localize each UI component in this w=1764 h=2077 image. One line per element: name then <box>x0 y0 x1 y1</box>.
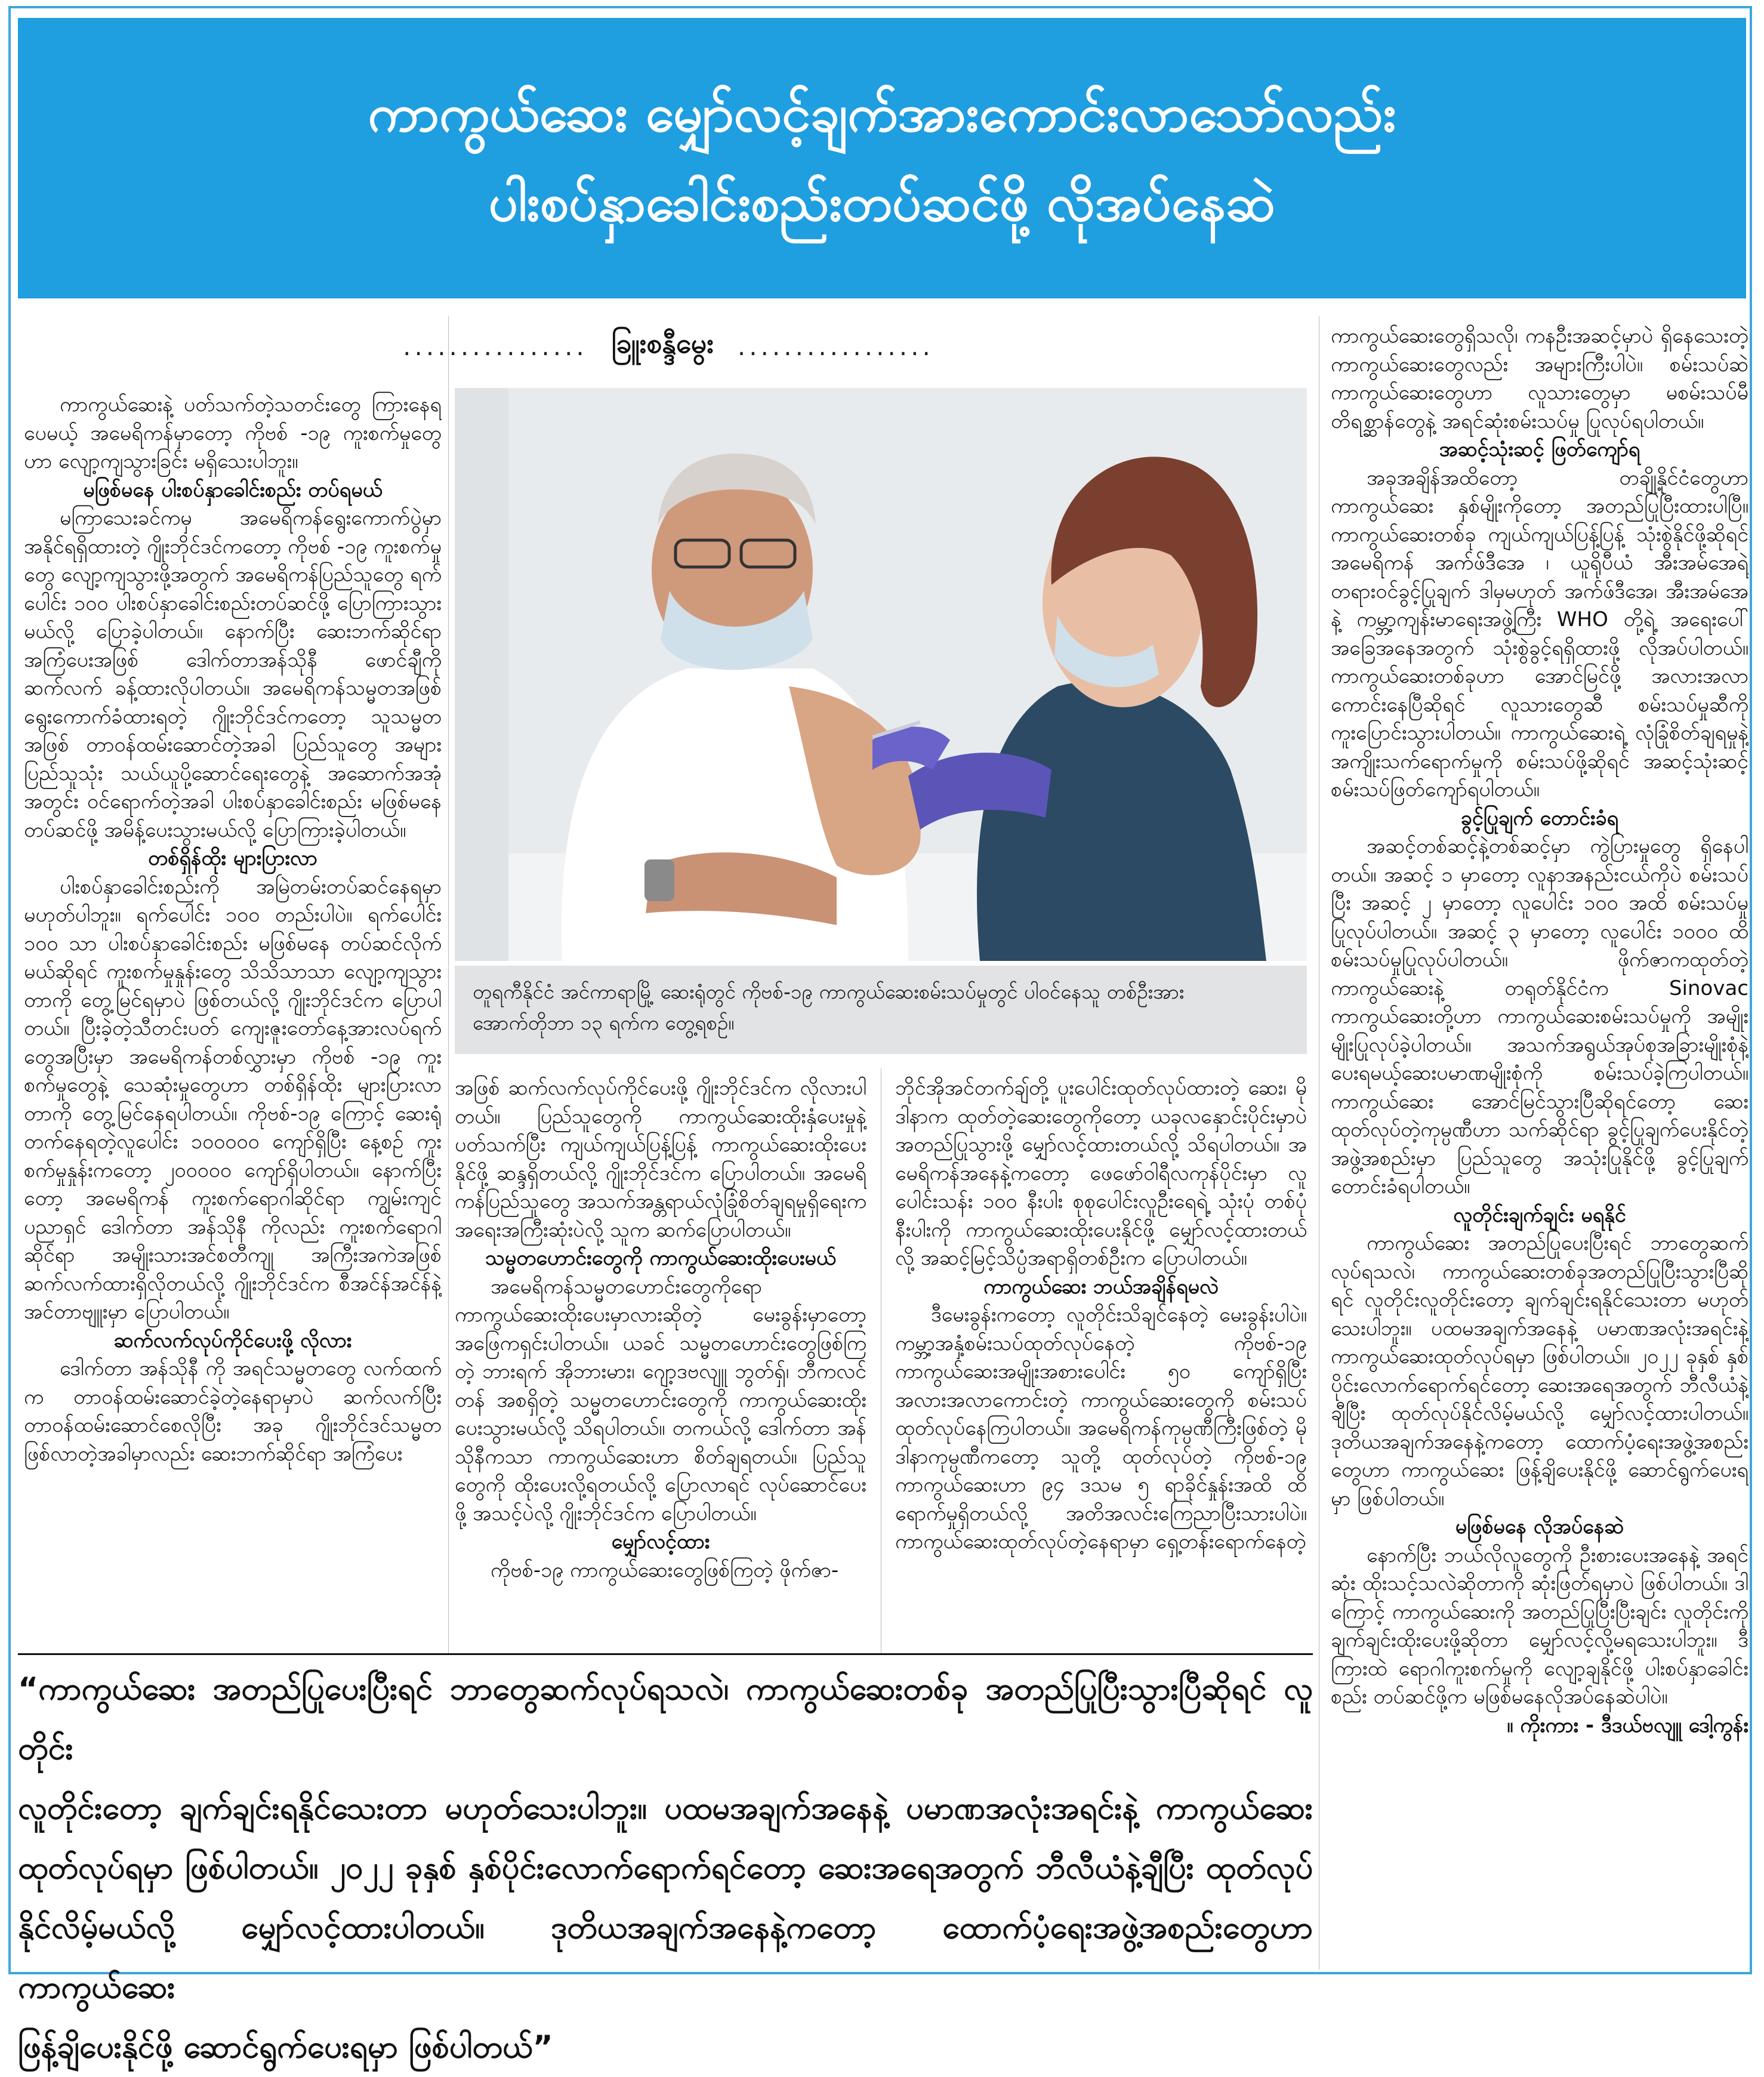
paragraph: ကာကွယ်ဆေးတွေရှိသလို၊ ကနဦးအဆင့်မှာပဲ ရှိနေသေးတဲ့ ကာကွယ်ဆေးတွေလည်း အများကြီးပါပဲ။ စမ်းသပ်ဆဲ ကာကွယ်ဆေးတွေဟာ လူသားတွေမှာ မစမ်းသပ်မီ တိရစ္ဆာန်တွေနဲ့ အရင်ဆုံးစမ်းသပ်မှု ပြုလုပ်ရပါတယ်။ <box>1331 324 1748 433</box>
paragraph: ကာကွယ်ဆေး အတည်ပြုပေးပြီးရင် ဘာတွေဆက်လုပ်ရသလဲ၊ ကာကွယ်ဆေးတစ်ခုအတည်ပြုပြီးသွားပြီဆိုရင် လူတိုင်းလူတိုင်းတော့ ချက်ချင်းရနိုင်သေးတာ မဟုတ်သေးပါဘူး။ ပထမအချက်အနေနဲ့ ပမာဏအလုံးအရင်းနဲ့ ကာကွယ်ဆေးထုတ်လုပ်ရမှာ ဖြစ်ပါတယ်။ ၂၀၂၂ ခုနှစ် နှစ်ပိုင်းလောက်ရောက်ရင်တော့ ဆေးအရေအတွက် ဘီလီယံနဲ့ချီပြီး ထုတ်လုပ်နိုင်လိမ့်မယ်လို့ မျှော်လင့်ထားပါတယ်။ ဒုတိယအချက်အနေနဲ့ကတော့ ထောက်ပံ့ရေးအဖွဲ့အစည်းတွေဟာ ကာကွယ်ဆေး ဖြန့်ချိပေးနိုင်ဖို့ ဆောင်ရွက်ပေးရမှာ ဖြစ်ပါတယ်။ <box>1331 1231 1748 1511</box>
subheading: တစ်ရှိန်ထိုး များပြားလာ <box>148 846 317 870</box>
photo-caption <box>455 966 1307 1054</box>
source-credit: ။ ကိုးကား - ဒီဒယ်ဗလျူ ဒေါ့ကွန်း <box>1507 1713 1748 1737</box>
paragraph: ဒီမေးခွန်းကတော့ လူတိုင်းသိချင်နေတဲ့ မေးခွန်းပါပဲ။ ကမ္ဘာ့အနှံ့စမ်းသပ်ထုတ်လုပ်နေတဲ့ ကိုဗစ်-၁၉ ကာကွယ်ဆေးအမျိုးအစားပေါင်း ၅၀ ကျော်ရှိပြီး အလားအလာကောင်းတဲ့ ကာကွယ်ဆေးတွေကို စမ်းသပ်ထုတ်လုပ်နေကြပါတယ်။ အမေရိကန်ကုမ္ပဏီကြီးဖြစ်တဲ့ မိုဒါနာကုမ္ပဏီကတော့ သူတို့ ထုတ်လုပ်တဲ့ ကိုဗစ်-၁၉ ကာကွယ်ဆေးဟာ ၉၄ ဒသမ ၅ ရာခိုင်နှုန်းအထိ ထိရောက်မှုရှိတယ်လို့ အတိအလင်းကြေညာပြီးသားပါပဲ။ ကာကွယ်ဆေးထုတ်လုပ်တဲ့နေရာမှာ ရှေ့တန်းရောက်နေတဲ့ <box>895 1303 1307 1554</box>
column-2 <box>455 1074 866 1647</box>
paragraph: ကိုဗစ်-၁၉ ကာကွယ်ဆေးတွေဖြစ်ကြတဲ့ ဖိုက်ဇာ- <box>491 1558 839 1582</box>
pullquote-line: “ကာကွယ်ဆေး အတည်ပြုပေးပြီးရင် ဘာတွေဆက်လုပ်ရသလဲ၊ ကာကွယ်ဆေးတစ်ခု အတည်ပြုပြီးသွားပြီဆိုရင် လူတိုင်း <box>18 1671 1313 1767</box>
paragraph: အမေရိကန်သမ္မတဟောင်းတွေကိုရော ကာကွယ်ဆေးထိုးပေးမှာလားဆိုတဲ့ မေးခွန်းမှာတော့ အဖြေကရှင်းပါတယ်။ ယခင် သမ္မတဟောင်းတွေဖြစ်ကြတဲ့ ဘားရက် အိုဘားမား၊ ဂျော့ဒဗလျူ ဘွတ်ရှ်၊ ဘီကလင်တန် အစရှိတဲ့ သမ္မတဟောင်းတွေကို ကာကွယ်ဆေးထိုးပေးသွားမယ်လို့ သိရပါတယ်။ တကယ်လို့ ဒေါက်တာ အန်သိုနီကသာ ကာကွယ်ဆေးဟာ စိတ်ချရတယ်။ ပြည်သူတွေကို ထိုးပေးလို့ရတယ်လို့ ပြောလာရင် လုပ်ဆောင်ပေးဖို့ အသင့်ပဲလို့ ဂျိုးဘိုင်ဒင်က ပြောပါတယ်။ <box>455 1274 866 1526</box>
paragraph: ကာကွယ်ဆေးနဲ့ ပတ်သက်တဲ့သတင်းတွေ ကြားနေရပေမယ့် အမေရိကန်မှာတော့ ကိုဗစ် -၁၉ ကူးစက်မှုတွေဟာ လျော့ကျသွားခြင်း မရှိသေးပါဘူး။ <box>24 393 442 473</box>
paragraph: အဆင့်တစ်ဆင့်နဲ့တစ်ဆင့်မှာ ကွဲပြားမှုတွေ ရှိနေပါတယ်။ အဆင့် ၁ မှာတော့ လူနာအနည်းငယ်ကိုပဲ စမ်းသပ်ပြီး အဆင့် ၂ မှာတော့ လူပေါင်း ၁၀၀ အထိ စမ်းသပ်မှုပြုလုပ်ပါတယ်။ အဆင့် ၃ မှာတော့ လူပေါင်း ၁၀၀၀ ထိ စမ်းသပ်မှုပြုလုပ်ပါတယ်။ ဖိုက်ဇာကထုတ်တဲ့ ကာကွယ်ဆေးနဲ့ တရုတ်နိုင်ငံက Sinovac ကာကွယ်ဆေးတို့ဟာ ကာကွယ်ဆေးစမ်းသပ်မှုကို အမျိုးမျိုးပြုလုပ်ခဲ့ပါတယ်။ အသက်အရွယ်အုပ်စုအခြားမျိုးစုံနဲ့ ပေးရမယ့်ဆေးပမာဏမျိုးစုံကို စမ်းသပ်ခဲ့ကြပါတယ်။ ကာကွယ်ဆေး အောင်မြင်သွားပြီဆိုရင်တော့ ဆေးထုတ်လုပ်တဲ့ကုမ္ပဏီဟာ သက်ဆိုင်ရာ ခွင့်ပြုချက်ပေးနိုင်တဲ့ အဖွဲ့အစည်းမှာ ပြည်သူတွေ အသုံးပြုနိုင်ဖို့ ခွင့်ပြုချက်တောင်းခံရပါတယ်။ <box>1331 834 1748 1198</box>
subheading: မဖြစ်မနေ လိုအပ်နေဆဲ <box>1455 1515 1624 1539</box>
column-4 <box>1331 322 1748 1970</box>
subheading: သမ္မတဟောင်းတွေကို ကာကွယ်ဆေးထိုးပေးမယ် <box>485 1246 836 1270</box>
column-divider <box>448 316 449 1653</box>
byline-dots-right: ................. <box>737 331 934 361</box>
paragraph: နောက်ပြီး ဘယ်လိုလူတွေကို ဦးစားပေးအနေနဲ့ အရင်ဆုံး ထိုးသင့်သလဲဆိုတာကို ဆုံးဖြတ်ရမှာပဲ ဖြစ်ပါတယ်။ ဒါကြောင့် ကာကွယ်ဆေးကို အတည်ပြုပြီးပြီးချင်း လူတိုင်းကို ချက်ချင်းထိုးပေးဖို့ဆိုတာ မျှော်လင့်လို့မရသေးပါဘူး။ ဒီကြားထဲ ရောဂါကူးစက်မှုကို လျော့ချနိုင်ဖို့ ပါးစပ်နှာခေါင်းစည်း တပ်ဆင်ဖို့က မဖြစ်မနေလိုအပ်နေဆဲပါပဲ။ <box>1331 1543 1748 1709</box>
headline-banner <box>18 18 1746 298</box>
pullquote-line: နိုင်လိမ့်မယ်လို့ မျှော်လင့်ထားပါတယ်။ ဒုတိယအချက်အနေနဲ့ကတော့ ထောက်ပံ့ရေးအဖွဲ့အစည်းတွေဟာ ကာကွယ်ဆေး <box>18 1910 1313 2005</box>
paragraph: ဒေါက်တာ အန်သိုနီ ကို အရင်သမ္မတတွေ လက်ထက်က တာဝန်ထမ်းဆောင်ခဲ့တဲ့နေရာမှာပဲ ဆက်လက်ပြီး တာဝန်ထမ်းဆောင်စေလိုပြီး အခု ဂျိုးဘိုင်ဒင်သမ္မတဖြစ်လာတဲ့အခါမှာလည်း ဆေးဘက်ဆိုင်ရာ အကြံပေး <box>24 1357 442 1466</box>
paragraph: အခုအချိန်အထိတော့ တချို့နိုင်ငံတွေဟာ ကာကွယ်ဆေး နှစ်မျိုးကိုတော့ အတည်ပြုပြီးထားပါပြီ။ ကာကွယ်ဆေးတစ်ခု ကျယ်ကျယ်ပြန့်ပြန့် သုံးစွဲနိုင်ဖို့ဆိုရင် အမေရိကန် အက်ဖ်ဒီအေ ၊ ယူရိုပီယံ အီးအမ်အေရဲ့တရားဝင်ခွင့်ပြုချက် ဒါမှမဟုတ် အက်ဖ်ဒီအေ၊ အီးအမ်အေနဲ့ ကမ္ဘာ့ကျန်းမာရေးအဖွဲ့ကြီး WHO တို့ရဲ့ အရေးပေါ်အခြေအနေအတွက် သုံးစွဲခွင့်ရရှိထားဖို့ လိုအပ်ပါတယ်။ ကာကွယ်ဆေးတစ်ခုဟာ အောင်မြင်ဖို့ အလားအလာကောင်းနေပြီဆိုရင် လူသားတွေဆီ စမ်းသပ်မှုဆီကို ကူးပြောင်းသွားပါတယ်။ ကာကွယ်ဆေးရဲ့ လုံခြုံစိတ်ချရမှုနဲ့ အကျိုးသက်ရောက်မှုကို စမ်းသပ်ဖို့ဆိုရင် အဆင့်သုံးဆင့် စမ်းသပ်ဖြတ်ကျော်ရပါတယ်။ <box>1331 466 1748 802</box>
subheading: ဆက်လက်လုပ်ကိုင်ပေးဖို့ လိုလား <box>113 1328 352 1352</box>
photo-illustration <box>455 388 1307 961</box>
headline-line-2: ပါးစပ်နှာခေါင်းစည်းတပ်ဆင်ဖို့ လိုအပ်နေဆဲ <box>488 173 1276 233</box>
vaccination-photo <box>455 388 1307 961</box>
byline-dots-left: ................ <box>403 331 588 361</box>
caption-text: တူရကီနိုင်ငံ အင်ကာရာမြို့ ဆေးရုံတွင် ကိုဗစ်-၁၉ ကာကွယ်ဆေးစမ်းသပ်မှုတွင် ပါဝင်နေသူ တစ်ဦးအား အောက်တိုဘာ ၁၃ ရက်က တွေ့ရစဉ်။ <box>473 980 1185 1034</box>
headline-line-1: ကာကွယ်ဆေး မျှော်လင့်ချက်အားကောင်းလာသော်လည်း <box>368 84 1396 143</box>
pullquote <box>18 1659 1313 2065</box>
pullquote-rule <box>18 1653 1313 1655</box>
subheading: အဆင့်သုံးဆင့် ဖြတ်ကျော်ရ <box>1439 437 1640 461</box>
pullquote-line: လူတိုင်းတော့ ချက်ချင်းရနိုင်သေးတာ မဟုတ်သေးပါဘူး။ ပထမအချက်အနေနဲ့ ပမာဏအလုံးအရင်းနဲ့ ကာကွယ်ဆေး <box>18 1791 1313 1826</box>
subheading: ခွင့်ပြုချက် တောင်းခံရ <box>1460 806 1619 830</box>
subheading: မဖြစ်မနေ ပါးစပ်နှာခေါင်းစည်း တပ်ရမယ် <box>83 477 383 502</box>
pullquote-line: ထုတ်လုပ်ရမှာ ဖြစ်ပါတယ်။ ၂၀၂၂ ခုနှစ် နှစ်ပိုင်းလောက်ရောက်ရင်တော့ ဆေးအရေအတွက် ဘီလီယံနဲ့ချီပြီး ထုတ်လုပ် <box>18 1850 1313 1886</box>
subheading: လူတိုင်းချက်ချင်း မရနိုင် <box>1453 1203 1626 1227</box>
paragraph: ဘိုင်အိုအင်တက်ချ်တို့ ပူးပေါင်းထုတ်လုပ်ထားတဲ့ ဆေး၊ မိုဒါနာက ထုတ်တဲ့ဆေးတွေကိုတော့ ယခုလနှောင်းပိုင်းမှာပဲ အတည်ပြုသွားဖို့ မျှော်လင့်ထားတယ်လို့ သိရပါတယ်။ အမေရိကန်အနေနဲ့ကတော့ ဖေဖော်ဝါရီလကုန်ပိုင်းမှာ လူပေါင်းသန်း ၁၀၀ နီးပါး စုစုပေါင်းလူဦးရေရဲ့ သုံးပုံ တစ်ပုံနီးပါးကို ကာကွယ်ဆေးထိုးပေးနိုင်ဖို့ မျှော်လင့်ထားတယ်လို့ အဆင့်မြင့်သိပ္ပံအရာရှိတစ်ဦးက ပြောပါတယ်။ <box>895 1076 1307 1270</box>
column-1 <box>24 391 442 1650</box>
pullquote-line: ဖြန့်ချိပေးနိုင်ဖို့ ဆောင်ရွက်ပေးရမှာ ဖြစ်ပါတယ်” <box>18 2029 553 2065</box>
paragraph: မကြာသေးခင်ကမှ အမေရိကန်ရွေးကောက်ပွဲမှာ အနိုင်ရရှိထားတဲ့ ဂျိုးဘိုင်ဒင်ကတော့ ကိုဗစ် -၁၉ ကူးစက်မှုတွေ လျော့ကျသွားဖို့အတွက် အမေရိကန်ပြည်သူတွေ ရက်ပေါင်း ၁၀၀ ပါးစပ်နှာခေါင်းစည်းတပ်ဆင်ဖို့ ပြောကြားသွားမယ်လို့ ပြောခဲ့ပါတယ်။ နောက်ပြီး ဆေးဘက်ဆိုင်ရာ အကြံပေးအဖြစ် ဒေါက်တာအန်သိုနီ ဖောင်ချီကို ဆက်လက် ခန့်ထားလိုပါတယ်။ အမေရိကန်သမ္မတအဖြစ် ရွေးကောက်ခံထားရတဲ့ ဂျိုးဘိုင်ဒင်ကတော့ သူသမ္မတအဖြစ် တာဝန်ထမ်းဆောင်တဲ့အခါ ပြည်သူတွေ အများပြည်သူသုံး သယ်ယူပို့ဆောင်ရေးတွေနဲ့ အဆောက်အအုံအတွင်း ဝင်ရောက်တဲ့အခါ ပါးစပ်နှာခေါင်းစည်း မဖြစ်မနေတပ်ဆင်ဖို့ အမိန့်ပေးသွားမယ်လို့ ပြောကြားခဲ့ပါတယ်။ <box>24 506 442 842</box>
byline <box>298 322 1038 370</box>
subheading: မျှော်လင့်ထား <box>611 1530 710 1554</box>
paragraph: အဖြစ် ဆက်လက်လုပ်ကိုင်ပေးဖို့ ဂျိုးဘိုင်ဒင်က လိုလားပါတယ်။ ပြည်သူတွေကို ကာကွယ်ဆေးထိုးနှံပေးမှုနဲ့ ပတ်သက်ပြီး ကျယ်ကျယ်ပြန့်ပြန့် ကာကွယ်ဆေးထိုးပေးနိုင်ဖို့ ဆန္ဒရှိတယ်လို့ ဂျိုးဘိုင်ဒင်က ပြောပါတယ်။ အမေရိကန်ပြည်သူတွေ အသက်အန္တရာယ်လုံခြုံစိတ်ချရမှုရှိရေးက အရေးအကြီးဆုံးပဲလို့ သူက ဆက်ပြောပါတယ်။ <box>455 1076 866 1242</box>
paragraph: ပါးစပ်နှာခေါင်းစည်းကို အမြဲတမ်းတပ်ဆင်နေရမှာ မဟုတ်ပါဘူး။ ရက်ပေါင်း ၁၀၀ တည်းပါပဲ။ ရက်ပေါင်း ၁၀၀ သာ ပါးစပ်နှာခေါင်းစည်း မဖြစ်မနေ တပ်ဆင်လိုက်မယ်ဆိုရင် ကူးစက်မှုနှုန်းတွေ သိသိသာသာ လျော့ကျသွားတာကို တွေ့မြင်ရမှာပဲ ဖြစ်တယ်လို့ ဂျိုးဘိုင်ဒင်က ပြောပါတယ်။ ပြီးခဲ့တဲ့သီတင်းပတ် ကျေးဇူးတော်နေ့အားလပ်ရက်တွေအပြီးမှာ အမေရိကန်တစ်လွှားမှာ ကိုဗစ် -၁၉ ကူးစက်မှုတွေနဲ့ သေဆုံးမှုတွေဟာ တစ်ရှိန်ထိုး များပြားလာတာကို တွေ့မြင်နေရပါတယ်။ ကိုဗစ်-၁၉ ကြောင့် ဆေးရုံတက်နေရတဲ့လူပေါင်း ၁၀၀၀၀၀ ကျော်ရှိပြီး နေ့စဉ် ကူးစက်မှုနှုန်းကတော့ ၂၀၀၀၀၀ ကျော်ရှိပါတယ်။ နောက်ပြီးတော့ အမေရိကန် ကူးစက်ရောဂါဆိုင်ရာ ကျွမ်းကျင်ပညာရှင် ဒေါက်တာ အန်သိုနီ ကိုလည်း ကူးစက်ရောဂါဆိုင်ရာ အမျိုးသားအင်စတီကျု အကြီးအကဲအဖြစ် ဆက်လက်ထားရှိလိုတယ်လို့ ဂျိုးဘိုင်ဒင်က စီအင်န်အင်န်နဲ့ အင်တာဗျူးမှာ ပြောပါတယ်။ <box>24 874 442 1324</box>
subheading: ကာကွယ်ဆေး ဘယ်အချိန်ရမလဲ <box>983 1274 1219 1299</box>
column-3 <box>895 1074 1307 1647</box>
author-name: ခြူးစန္ဒီမွေး <box>611 326 714 359</box>
